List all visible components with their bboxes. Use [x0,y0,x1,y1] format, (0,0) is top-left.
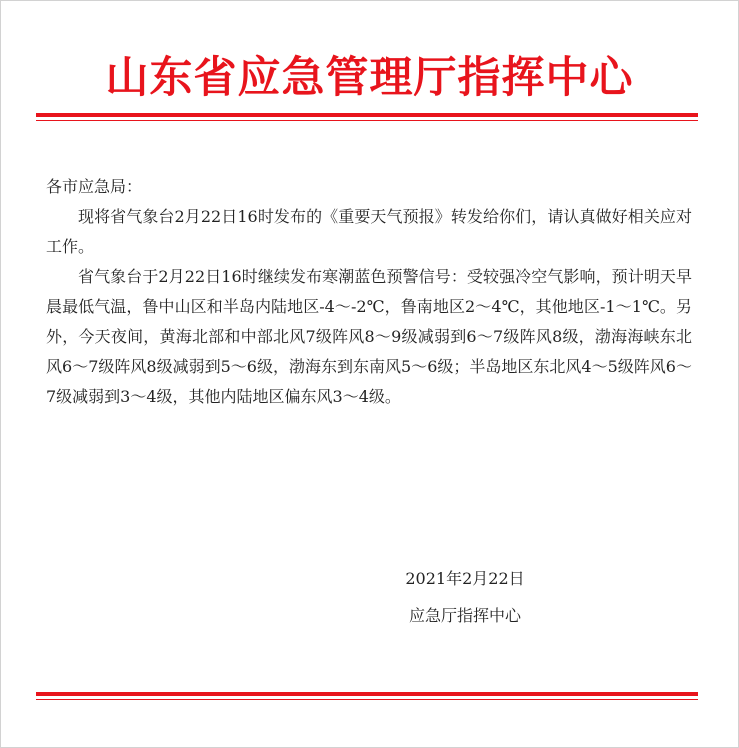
salutation: 各市应急局： [46,177,143,196]
paragraph-cold-wave-warning: 省气象台于2月22日16时继续发布寒潮蓝色预警信号：受较强冷空气影响，预计明天早晨最低气温，鲁中山区和半岛内陆地区-4～-2℃，鲁南地区2～4℃，其他地区-1～1℃。另外，今天夜间，黄海北部和中部北风7级阵风8～9级减弱到6～7级阵风8级，渤海海峡东北风6～7级阵风8级减弱到5～6级，渤海东到东南风5～6级；半岛地区东北风4～5级阵风6～7级减弱到3～4级，其他内陆地区偏东风3～4级。 [46,267,692,406]
header-red-rule [36,113,698,121]
footer-red-rule [36,692,698,700]
signature-organization: 应急厅指挥中心 [408,606,521,625]
header-rule-thick-line [36,113,698,117]
footer-rule-thick-line [36,692,698,696]
footer-rule-thin-line [36,699,698,700]
paragraph-forward-notice: 现将省气象台2月22日16时发布的《重要天气预报》转发给你们，请认真做好相关应对工作。 [46,207,692,256]
letter-body [46,172,692,412]
header-rule-thin-line [36,120,698,121]
document-title: 山东省应急管理厅指挥中心 [105,53,634,103]
signature-date: 2021年2月22日 [405,569,525,588]
